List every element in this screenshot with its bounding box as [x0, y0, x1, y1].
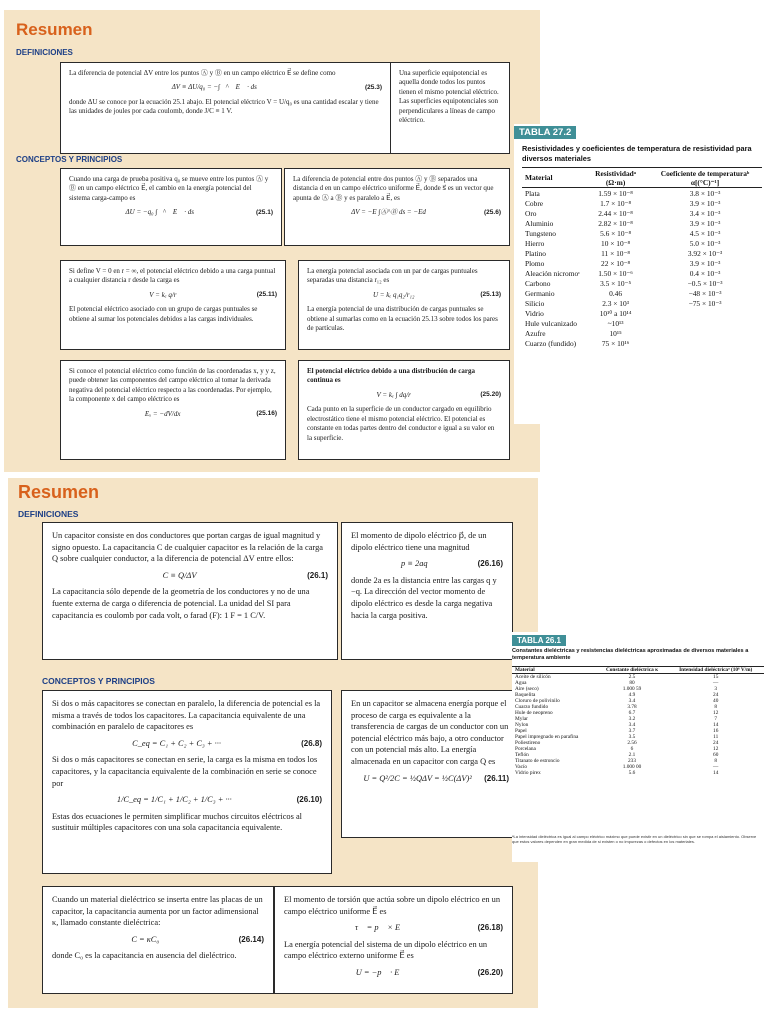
table-cell: 0.46	[609, 288, 623, 298]
table-row	[522, 278, 762, 288]
table-cell: 0.4 × 10⁻³	[689, 268, 721, 278]
table-cell: 6	[630, 746, 634, 752]
table-cell: Vacío	[515, 764, 528, 770]
summary-page-26	[8, 478, 538, 1008]
table-cell: 11 × 10⁻⁸	[601, 248, 630, 258]
table-26-1-footnote: ᵃLa intensidad dieléctrica es igual al campo eléctrico máximo que puede existir en un dieléctrico sin que se rompa el aislamiento. Observe que estos valores dependen en gran medida de si existen o no impurezas o defectos en los materiales.	[512, 834, 757, 845]
table-row	[522, 318, 762, 328]
table-cell: 5.6	[628, 770, 636, 776]
table-cell: 14	[713, 770, 719, 776]
table-cell	[648, 318, 762, 328]
table-cell: 12	[713, 746, 719, 752]
table-cell: 4.9	[628, 692, 636, 698]
table-cell: 3.9 × 10⁻³	[689, 198, 721, 208]
capacitors-parallel-series: Si dos o más capacitores se conectan en paralelo, la diferencia de potencial es la misma a través de todos los capacitores. La capacitancia equivalente de una combinación en paralelo de capacitores es C_eq = C₁ + C₂ + C₃ + ··· (26.8) Si dos o más capacitores se conectan en serie, la carga es la misma en todos los capacitores, y la capacitancia equivalente de la combinación en serie se conoce por 1/C_eq = 1/C₁ + 1/C₂ + 1/C₃ + ··· (26.10) Estas dos ecuaciones le permiten simplificar muchos circuitos eléctricos al sustituir múltiples capacitores con una sola capacitancia equivalente.	[42, 690, 332, 874]
table-cell: Porcelana	[515, 746, 536, 752]
table-cell: 3.78	[627, 704, 637, 710]
table-cell: Poliestireno	[515, 740, 541, 746]
table-cell: 3.92 × 10⁻³	[687, 248, 723, 258]
table-cell: 10¹⁵	[609, 328, 622, 338]
table-row	[522, 188, 762, 199]
table-cell: Plomo	[525, 258, 545, 268]
column-header: Resistividadᵃ (Ω·m)	[583, 168, 648, 188]
table-cell: 3.9 × 10⁻³	[689, 258, 721, 268]
table-26-1-caption: Constantes dieléctricas y resistencias dieléctricas aproximadas de diversos materiales a temperatura ambiente	[512, 648, 749, 661]
table-cell: 3.5 × 10⁻⁵	[600, 278, 632, 288]
table-cell: 12	[713, 710, 719, 716]
table-cell: Teflón	[515, 752, 529, 758]
table-cell: 75 × 10¹⁶	[601, 338, 630, 348]
table-cell: Mylar	[515, 716, 528, 722]
table-cell	[648, 328, 762, 338]
table-row	[522, 308, 762, 318]
table-cell: Plata	[525, 188, 540, 198]
equation-number: (25.3)	[365, 83, 382, 91]
section-definiciones: DEFINICIONES	[16, 48, 73, 57]
table-cell: 11	[713, 734, 719, 740]
table-cell: Cloruro de polivinilo	[515, 698, 560, 704]
column-header: Intensidad dieléctricaᵃ (10⁶ V/m)	[667, 667, 764, 674]
table-row	[522, 298, 762, 308]
table-cell: −48 × 10⁻³	[688, 288, 722, 298]
table-cell: Cuarzo (fundido)	[525, 338, 577, 348]
table-cell: Hierro	[525, 238, 545, 248]
table-cell: 5.0 × 10⁻³	[689, 238, 721, 248]
table-cell: 7	[714, 716, 718, 722]
table-cell: 8	[714, 704, 718, 710]
table-cell: 2.1	[628, 752, 636, 758]
table-row	[512, 770, 764, 776]
table-cell: Vidrio pirex	[515, 770, 541, 776]
table-26-1-title: TABLA 26.1	[512, 635, 566, 646]
table-cell: 10¹⁰ a 10¹⁴	[599, 308, 632, 318]
table-cell: 1.000 00	[622, 764, 642, 770]
dipole-torque-energy: El momento de torsión que actúa sobre un dipolo eléctrico en un campo eléctrico uniforme E⃗ es τ⃗ = p⃗ × E⃗ (26.18) La energía potencial del sistema de un dipolo eléctrico en un campo eléctrico externo uniforme E⃗ es U = −p⃗ · E⃗ (26.20)	[274, 886, 513, 994]
table-cell: 3	[714, 686, 718, 692]
concept-continuous-distribution: El potencial eléctrico debido a una distribución de carga continua es V = kₑ ∫ dq/r (25.20) Cada punto en la superficie de un conductor cargado en equilibrio electrostático tiene el mismo potencial eléctrico. El potencial es constante en todas partes dentro del conductor e igual a su valor en la superficie.	[298, 360, 510, 460]
table-cell: 233	[628, 758, 636, 764]
table-cell: 3.2	[628, 716, 636, 722]
table-cell: Titanato de estroncio	[515, 758, 560, 764]
table-cell: 1.000 59	[622, 686, 642, 692]
table-row	[522, 248, 762, 258]
dielectric-capacitance: Cuando un material dieléctrico se inserta entre las placas de un capacitor, la capacitancia aumenta por un factor adimensional κ, llamado constante dieléctrica: C = κC₀ (26.14) donde C₀ es la capacitancia en ausencia del dieléctrico.	[42, 886, 274, 994]
summary-page-25	[4, 10, 540, 472]
table-cell: 2.44 × 10⁻⁸	[598, 208, 633, 218]
table-27-2-caption: Resistividades y coeficientes de temperatura de resistividad para diversos materiales	[522, 144, 752, 163]
table-cell: −75 × 10⁻³	[688, 298, 722, 308]
table-row	[522, 258, 762, 268]
table-cell: Aluminio	[525, 218, 554, 228]
table-cell: 2.3 × 10³	[602, 298, 629, 308]
table-cell: Silicio	[525, 298, 545, 308]
concept-field-from-potential: Si conoce el potencial eléctrico como función de las coordenadas x, y y z, puede obtener las componentes del campo eléctrico al tomar la derivada negativa del potencial eléctrico respecto a las coordenadas. Por ejemplo, la componente x del campo eléctrico es Eₓ = −dV/dx (25.16)	[60, 360, 286, 460]
table-cell: Baquelita	[515, 692, 536, 698]
table-27-2	[522, 167, 762, 348]
table-cell: 1.59 × 10⁻⁸	[598, 188, 633, 198]
capacitor-energy: En un capacitor se almacena energía porque el proceso de carga es equivalente a la transferencia de cargas de un conductor con un potencial eléctrico más bajo, a otro conductor con un potencial más alto. La energía almacenada en un capacitor con carga Q es U = Q²/2C = ½QΔV = ½C(ΔV)² (26.11)	[341, 690, 519, 838]
table-cell	[648, 338, 762, 348]
column-header: Constante dieléctrica κ	[597, 667, 668, 674]
table-cell: 15	[713, 674, 719, 680]
table-cell: 3.7	[628, 728, 636, 734]
table-cell: —	[713, 764, 719, 770]
table-row	[522, 198, 762, 208]
equipotential-definition: Una superficie equipotencial es aquella donde todos los puntos tienen el mismo potencial eléctrico. Las superficies equipotenciales son perpendiculares a líneas de campo eléctrico.	[390, 62, 510, 154]
table-cell: 3.5	[628, 734, 636, 740]
equation: ΔV ≡ ΔU/q₀ = −∫Ⓐ^Ⓑ E⃗ · ds⃗	[171, 83, 263, 92]
table-cell: Oro	[525, 208, 537, 218]
table-row	[522, 338, 762, 348]
table-row	[522, 288, 762, 298]
table-row	[522, 208, 762, 218]
section-definiciones: DEFINICIONES	[18, 509, 79, 519]
table-cell: 6.7	[628, 710, 636, 716]
table-cell	[648, 308, 762, 318]
concept-potential-energy-change: Cuando una carga de prueba positiva q₀ se mueve entre los puntos Ⓐ y Ⓑ en un campo eléctrico E⃗, el cambio en la energía potencial del sistema carga-campo es ΔU = −q₀ ∫Ⓐ^Ⓑ E⃗ · ds⃗ (25.1)	[60, 168, 282, 246]
section-conceptos: CONCEPTOS Y PRINCIPIOS	[16, 155, 123, 164]
concept-uniform-field-potential: La diferencia de potencial entre dos puntos Ⓐ y Ⓑ separados una distancia d en un campo eléctrico uniforme E⃗, donde s⃗ es un vector que apunta de Ⓐ a Ⓑ y es paralelo a E⃗, es ΔV = −E ∫Ⓐ^Ⓑ ds = −Ed (25.6)	[284, 168, 510, 246]
table-cell: Cuarzo fundido	[515, 704, 549, 710]
table-cell: Papel	[515, 728, 527, 734]
table-cell: Agua	[515, 680, 527, 686]
table-cell: Tungsteno	[525, 228, 556, 238]
table-cell: Nylon	[515, 722, 529, 728]
table-cell: Aire (seco)	[515, 686, 539, 692]
table-row	[522, 328, 762, 338]
page-title: Resumen	[18, 482, 100, 502]
table-row	[522, 228, 762, 238]
table-cell: 4.5 × 10⁻³	[689, 228, 721, 238]
concept-point-charge-potential: Si define V = 0 en r = ∞, el potencial eléctrico debido a una carga puntual a cualquier distancia r desde la carga es V = kₑ q/r (25.11) El potencial eléctrico asociado con un grupo de cargas puntuales se obtiene al sumar los potenciales debidos a las cargas individuales.	[60, 260, 286, 350]
table-cell: 24	[713, 740, 719, 746]
table-cell: Vidrio	[525, 308, 544, 318]
table-cell: 1.50 × 10⁻⁶	[598, 268, 633, 278]
potential-difference-definition: La diferencia de potencial ΔV entre los puntos Ⓐ y Ⓑ en un campo eléctrico E⃗ se define como ΔV ≡ ΔU/q₀ = −∫Ⓐ^Ⓑ E⃗ · ds⃗ (25.3) donde ΔU se conoce por la ecuación 25.1 abajo. El potencial eléctrico V = U/q₀ es una cantidad escalar y tiene las unidades de joules por cada coulomb, donde J/C ≡ 1 V.	[60, 62, 391, 154]
table-cell: Aleación nicromoᶜ	[525, 268, 581, 278]
table-row	[522, 268, 762, 278]
table-row	[522, 238, 762, 248]
column-header: Coeficiente de temperaturaᵇ α[(°C)⁻¹]	[648, 168, 762, 188]
table-cell: Cobre	[525, 198, 544, 208]
table-cell: —	[713, 680, 719, 686]
table-cell: −0.5 × 10⁻³	[687, 278, 723, 288]
table-cell: 40	[713, 698, 719, 704]
table-26-1	[512, 666, 764, 776]
table-cell: 5.6 × 10⁻⁸	[600, 228, 632, 238]
table-cell: Germanio	[525, 288, 555, 298]
table-cell: 14	[713, 722, 719, 728]
table-cell: Hule de neopreno	[515, 710, 553, 716]
table-cell: Hule vulcanizado	[525, 318, 577, 328]
table-cell: ~10¹³	[607, 318, 624, 328]
table-cell: 80	[629, 680, 635, 686]
section-conceptos: CONCEPTOS Y PRINCIPIOS	[42, 676, 155, 686]
table-cell: 3.8 × 10⁻³	[689, 188, 721, 198]
capacitor-definition: Un capacitor consiste en dos conductores que portan cargas de igual magnitud y signo opuesto. La capacitancia C de cualquier capacitor es la relación de la carga Q sobre cualquier conductor, a la diferencia de potencial ΔV entre ellos: C ≡ Q/ΔV (26.1) La capacitancia sólo depende de la geometría de los conductores y no de una fuente externa de carga o diferencia de potencial. La unidad del SI para capacitancia es coulomb por cada volt, o farad (F): 1 F = 1 C/V.	[42, 522, 338, 660]
table-cell: 10 × 10⁻⁸	[601, 238, 631, 248]
table-cell: 2.5	[628, 674, 636, 680]
table-cell: 16	[713, 728, 719, 734]
table-cell: 2.56	[627, 740, 637, 746]
table-cell: 1.7 × 10⁻⁸	[600, 198, 632, 208]
table-cell: Carbono	[525, 278, 551, 288]
table-cell: 24	[713, 692, 719, 698]
table-cell: 3.4 × 10⁻³	[689, 208, 721, 218]
table-cell: Aceite de silicón	[515, 674, 551, 680]
table-cell: 8	[714, 758, 718, 764]
table-cell: 3.4	[628, 722, 636, 728]
table-cell: 60	[713, 752, 719, 758]
table-cell: 3.9 × 10⁻³	[689, 218, 721, 228]
table-cell: 2.82 × 10⁻⁸	[598, 218, 633, 228]
table-cell: Platino	[525, 248, 546, 258]
dipole-moment-definition: El momento de dipolo eléctrico p⃗, de un dipolo eléctrico tiene una magnitud p ≡ 2aq (26.16) donde 2a es la distancia entre las cargas q y −q. La dirección del vector momento de dipolo eléctrico es desde la carga negativa hacia la carga positiva.	[341, 522, 513, 660]
table-cell: 3.4	[628, 698, 636, 704]
page-title: Resumen	[16, 20, 93, 39]
table-27-2-title: TABLA 27.2	[514, 126, 576, 139]
concept-pair-potential-energy: La energía potencial asociada con un par de cargas puntuales separadas una distancia r₁₂ es U = kₑ q₁q₂/r₁₂ (25.13) La energía potencial de una distribución de cargas puntuales se obtiene al sumarlas como en la ecuación 25.13 sobre todos los pares de partículas.	[298, 260, 510, 350]
column-header: Material	[512, 667, 597, 674]
table-cell: Azufre	[525, 328, 546, 338]
table-row	[522, 218, 762, 228]
column-header: Material	[522, 168, 583, 188]
table-cell: 22 × 10⁻⁸	[601, 258, 631, 268]
table-cell: Papel impregnado en parafina	[515, 734, 579, 740]
